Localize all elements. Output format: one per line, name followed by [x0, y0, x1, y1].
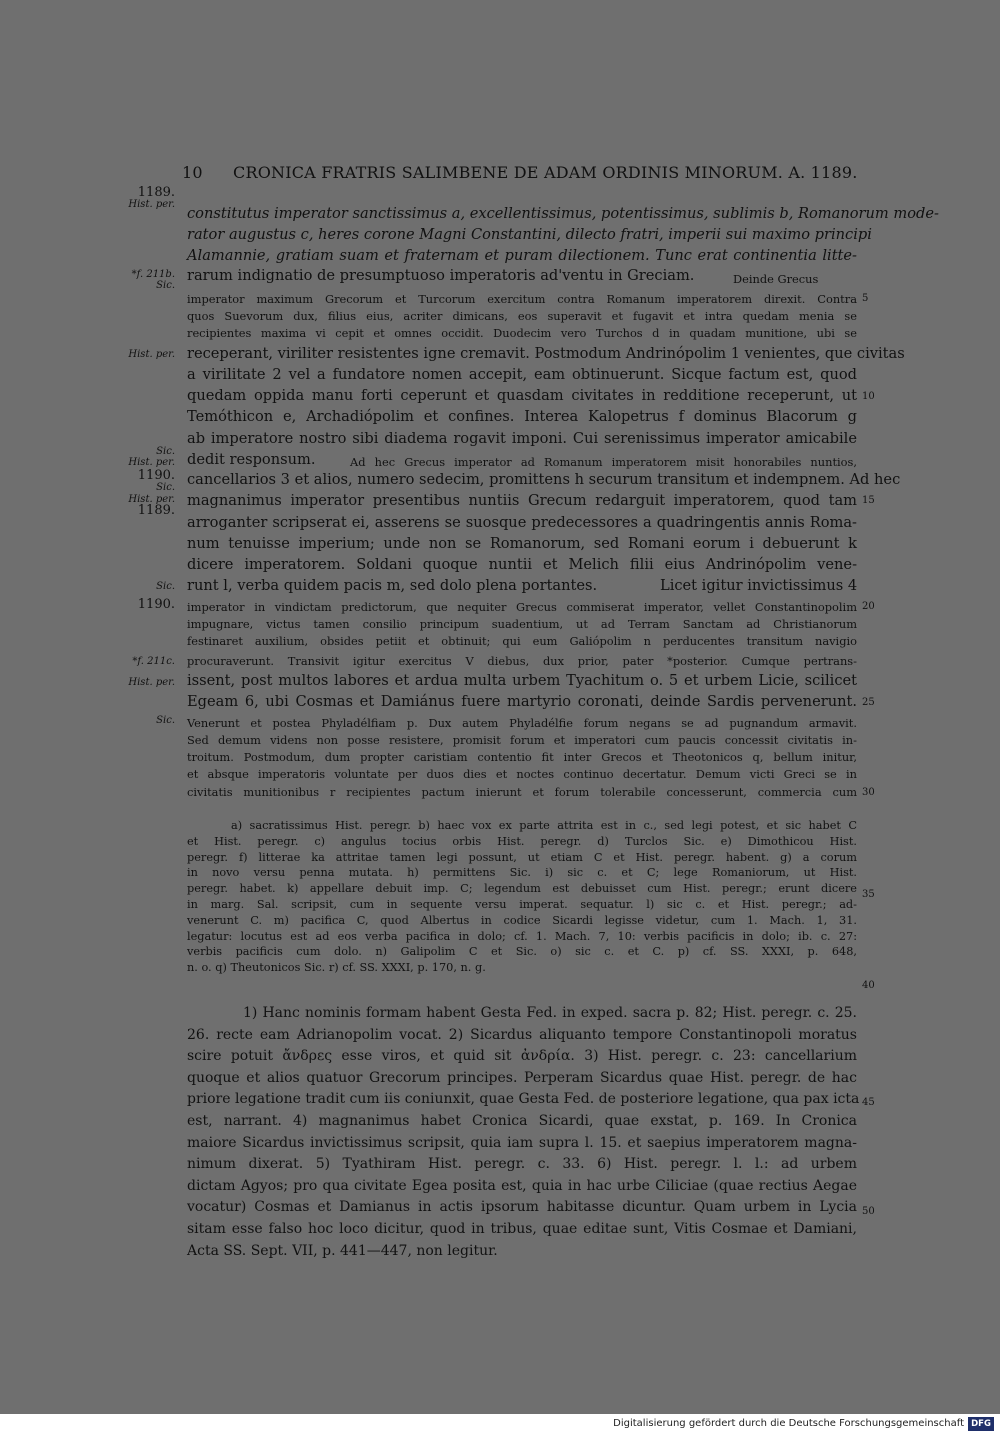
- funding-notice: Digitalisierung gefördert durch die Deutsche Forschungsgemeinschaft: [613, 1418, 964, 1429]
- text-line: quedam oppida manu forti ceperunt et quasdam civitates in redditione receperunt, ut: [187, 387, 857, 404]
- line-number: 35: [862, 889, 875, 900]
- text-line: imperator in vindictam predictorum, que nequiter Grecus commiserat imperator, vellet Constantinopolim: [187, 600, 857, 614]
- text-line: dicere imperatorem. Soldani quoque nuntii et Melich filii eius Andrinópolim vene-: [187, 556, 857, 573]
- margin-source: Hist. per.: [128, 677, 175, 688]
- margin-source: Sic.: [156, 280, 175, 291]
- apparatus-line: in novo versu penna mutata. h) permittens Sic. i) sic c. et C; lege Romaniorum, ut Hist.: [187, 866, 857, 880]
- footnotes: [187, 1003, 860, 1262]
- text-line: troitum. Postmodum, dum propter caristiam contentio fit inter Grecos et Theotonicos q, bellum initur,: [187, 750, 857, 764]
- margin-source: Sic.: [156, 446, 175, 457]
- apparatus-line: verbis pacificis cum dolo. n) Galipolim C et Sic. o) sic c. et C. p) cf. SS. XXXI, p. 648,: [187, 945, 857, 959]
- text-line: a virilitate 2 vel a fundatore nomen accepit, eam obtinuerunt. Sicque factum est, quod: [187, 366, 857, 383]
- text-line: Sed demum videns non posse resistere, promisit forum et imperatori cum paucis concessit civitatis in-: [187, 733, 857, 747]
- dfg-logo: DFG: [968, 1417, 994, 1431]
- text-line: Ad hec Grecus imperator ad Romanum imperatorem misit honorabiles nuntios,: [350, 455, 857, 469]
- footnote-line: Acta SS. Sept. VII, p. 441—447, non legitur.: [187, 1242, 498, 1259]
- apparatus-line: legatur: locutus est ad eos verba pacifica in dolo; cf. 1. Mach. 7, 10: verbis pacificis in dolo; ib. c. 27:: [187, 929, 857, 943]
- margin-note: [0, 656, 175, 667]
- text-line: receperant, viriliter resistentes igne cremavit. Postmodum Andrinópolim 1 venientes, que civitas: [187, 345, 905, 362]
- line-number: 25: [862, 697, 875, 708]
- text-line: civitatis munitionibus r recipientes pactum inierunt et forum tolerabile concesserunt, commercia cum: [187, 785, 857, 799]
- margin-source: Sic.: [156, 482, 175, 493]
- margin-note: [0, 470, 175, 493]
- footnote-line: maiore Sicardus invictissimus scripsit, quia iam supra l. 15. et saepius imperatorem magna-: [187, 1134, 857, 1151]
- footnote-line: dictam Agyos; pro qua civitate Egea posita est, quia in hac urbe Ciliciae (quae rectius Aegae: [187, 1177, 857, 1194]
- footnote-line: sitam esse falso hoc loco dicitur, quod in tribus, quae editae sunt, Vitis Cosmae et Damiani,: [187, 1220, 857, 1237]
- margin-note: [0, 677, 175, 688]
- line-number: 50: [862, 1206, 875, 1217]
- text-line: Egeam 6, ubi Cosmas et Damiánus fuere martyrio coronati, deinde Sardis pervenerunt.: [187, 693, 857, 710]
- text-line: Deinde Grecus: [733, 272, 819, 286]
- margin-note: [0, 187, 175, 210]
- text-line: Licet igitur invictissimus 4: [660, 577, 858, 594]
- margin-note: [0, 349, 175, 360]
- margin-note: [0, 715, 175, 726]
- text-line: quos Suevorum dux, filius eius, acriter dimicans, eos superavit et fugavit et intra quedam menia se: [187, 309, 857, 323]
- margin-folio: *f. 211c.: [132, 656, 175, 667]
- apparatus-line: peregr. habet. k) appellare debuit imp. C; legendum est debuisset cum Hist. peregr.; erunt dicere: [187, 882, 857, 896]
- margin-note: [0, 494, 175, 517]
- apparatus-line: in marg. Sal. scripsit, cum in sequente versu imperat. sequatur. l) sic c. et Hist. peregr.; ad-: [187, 897, 857, 911]
- text-line: constitutus imperator sanctissimus a, excellentissimus, potentissimus, sublimis b, Romanorum mode-: [187, 205, 939, 222]
- text-line: Venerunt et postea Phyladélfiam p. Dux autem Phyladélfie forum negans se ad pugnandum armavit.: [187, 716, 857, 730]
- text-line: impugnare, victus tamen consilio principum suadentium, ut ad Terram Sanctam ad Christianorum: [187, 617, 857, 631]
- text-line: Temóthicon e, Archadiópolim et confines. Interea Kalopetrus f dominus Blacorum g: [187, 408, 857, 425]
- margin-folio: *f. 211b.: [131, 269, 175, 280]
- margin-year: 1189.: [137, 503, 175, 518]
- text-line: festinaret auxilium, obsides petiit et obtinuit; qui eum Galiópolim n perducentes transitum navigio: [187, 634, 857, 648]
- text-line: recipientes maxima vi cepit et omnes occidit. Duodecim vero Turchos d in quadam munitione, ubi se: [187, 326, 857, 340]
- footnote-line: est, narrant. 4) magnanimus habet Cronica Sicardi, quae exstat, p. 169. In Cronica: [187, 1112, 857, 1129]
- line-number: 30: [862, 787, 875, 798]
- margin-source: Hist. per.: [128, 494, 175, 505]
- margin-year: 1189.: [137, 185, 175, 200]
- footnote-line: 26. recte eam Adrianopolim vocat. 2) Sicardus aliquanto tempore Constantinopoli moratus: [187, 1026, 857, 1043]
- apparatus-line: a) sacratissimus Hist. peregr. b) haec vox ex parte attrita est in c., sed legi potest, et sic habet C: [231, 819, 857, 832]
- line-number: 5: [862, 293, 869, 304]
- footnote-line: priore legatione tradit cum iis coniunxit, quae Gesta Fed. de posteriore legatione, qua pax icta: [187, 1091, 860, 1108]
- line-number: 20: [862, 601, 875, 612]
- text-line: runt l, verba quidem pacis m, sed dolo plena portantes.: [187, 577, 598, 594]
- apparatus-line: et Hist. peregr. c) angulus tocius orbis Hist. peregr. d) Turclos Sic. e) Dimothicou Hist.: [187, 834, 857, 848]
- margin-source: Sic.: [156, 581, 175, 592]
- margin-year: 1190.: [137, 597, 175, 612]
- page-number: 10: [182, 163, 203, 182]
- line-number: 15: [862, 495, 875, 506]
- margin-source: Hist. per.: [128, 199, 175, 210]
- text-line: ab imperatore nostro sibi diadema rogavit imponi. Cui serenissimus imperator amicabile: [187, 430, 857, 447]
- apparatus-line: venerunt C. m) pacifica C, quod Albertus in codice Sicardi legisse videtur, cum 1. Mach. 1, 31.: [187, 913, 857, 927]
- margin-source: Hist. per.: [128, 349, 175, 360]
- footnote-line: vocatur) Cosmas et Damianus in actis ipsorum habitasse dicuntur. Quam urbem in Lycia: [187, 1199, 857, 1216]
- text-line: imperator maximum Grecorum et Turcorum exercitum contra Romanum imperatorem direxit. Contra: [187, 292, 857, 306]
- text-line: num tenuisse imperium; unde non se Romanorum, sed Romani eorum i debuerunt k: [187, 535, 857, 552]
- margin-source: Sic.: [156, 715, 175, 726]
- margin-year: 1190.: [137, 468, 175, 483]
- margin-source: Hist. per.: [128, 457, 175, 468]
- footer-bar: [0, 1414, 1000, 1434]
- apparatus-line: peregr. f) litterae ka attritae tamen legi possunt, ut etiam C et Hist. peregr. habent. g) a corum: [187, 850, 857, 864]
- running-title: CRONICA FRATRIS SALIMBENE DE ADAM ORDINIS MINORUM. A. 1189.: [233, 163, 858, 182]
- footnote-line: 1) Hanc nominis formam habent Gesta Fed. in exped. sacra p. 82; Hist. peregr. c. 25.: [243, 1005, 857, 1021]
- footnote-line: nimum dixerat. 5) Tyathiram Hist. peregr. c. 33. 6) Hist. peregr. l. l.: ad urbem: [187, 1156, 857, 1173]
- text-line: procuraverunt. Transivit igitur exercitus V diebus, dux prior, pater *posterior. Cumque pertrans-: [187, 654, 857, 668]
- line-number: 40: [862, 980, 875, 991]
- margin-note: [0, 581, 175, 592]
- text-line: cancellarios 3 et alios, numero sedecim, promittens h securum transitum et indempnem. Ad hec: [187, 471, 901, 488]
- critical-apparatus: [187, 818, 857, 976]
- text-line: rarum indignatio de presumptuoso imperatoris ad'ventu in Greciam.: [187, 267, 695, 284]
- apparatus-line: n. o. q) Theutonicos Sic. r) cf. SS. XXXI, p. 170, n. g.: [187, 961, 486, 975]
- text-line: arroganter scripserat ei, asserens se suosque predecessores a quadringentis annis Roma-: [187, 514, 857, 531]
- text-line: issent, post multos labores et ardua multa urbem Tyachitum o. 5 et urbem Licie, scilicet: [187, 672, 857, 689]
- text-line: rator augustus c, heres corone Magni Constantini, dilecto fratri, imperii sui maximo principi: [187, 226, 872, 243]
- margin-note: [0, 269, 175, 291]
- line-number: 10: [862, 391, 875, 402]
- margin-note: [0, 599, 175, 611]
- text-line: dedit responsum.: [187, 451, 316, 468]
- footnote-line: scire potuit ἄνδρες esse viros, et quid sit ἀνδρία. 3) Hist. peregr. c. 23: cancellarium: [187, 1048, 857, 1065]
- text-line: Alamannie, gratiam suam et fraternam et puram dilectionem. Tunc erat continentia litte-: [187, 247, 857, 264]
- text-line: et absque imperatoris voluntate per duos dies et noctes continuo decertatur. Demum victi Greci se in: [187, 767, 857, 781]
- text-line: magnanimus imperator presentibus nuntiis Grecum redarguit imperatorem, quod tam: [187, 492, 857, 509]
- margin-note: [0, 446, 175, 468]
- footnote-line: quoque et alios quatuor Grecorum principes. Perperam Sicardus quae Hist. peregr. de hac: [187, 1069, 857, 1086]
- line-number: 45: [862, 1097, 875, 1108]
